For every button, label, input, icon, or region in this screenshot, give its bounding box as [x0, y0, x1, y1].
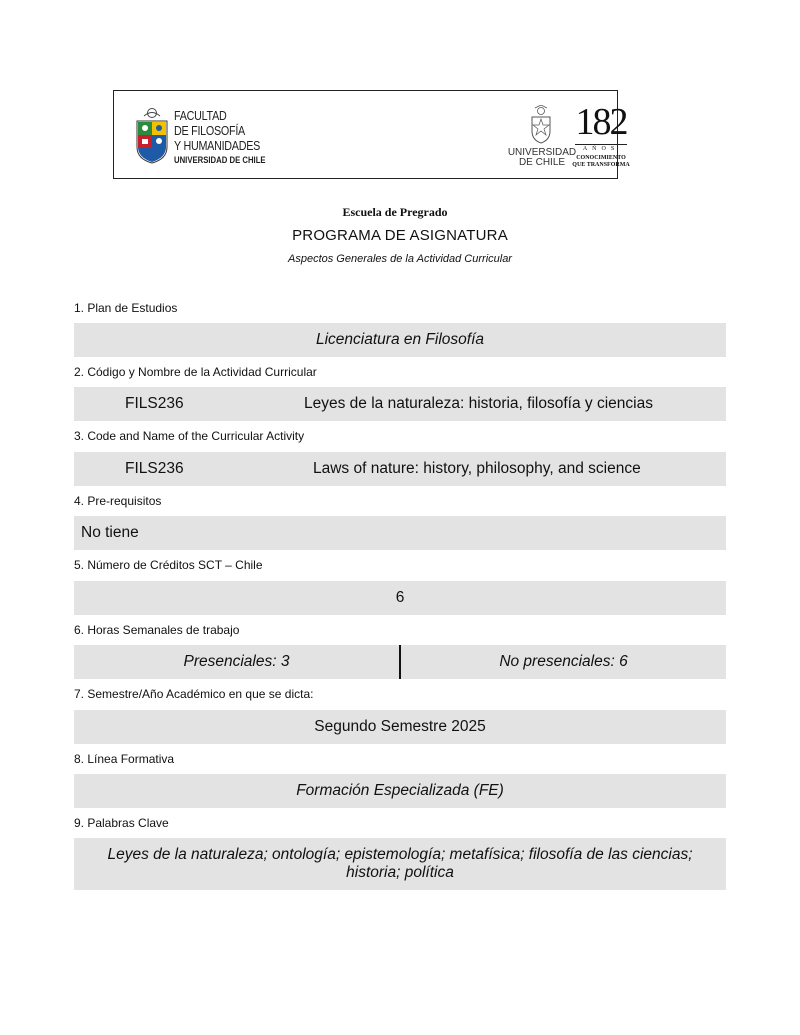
section-label-creditos: 5. Número de Créditos SCT – Chile — [74, 558, 263, 572]
university-name — [505, 148, 579, 168]
course-code-en: FILS236 — [125, 460, 184, 477]
horas-presenciales: Presenciales: 3 — [183, 653, 290, 670]
linea-value: Formación Especializada (FE) — [296, 782, 504, 799]
section-label-codigo: 2. Código y Nombre de la Actividad Curricular — [74, 365, 317, 379]
plan-value-cell — [74, 323, 726, 357]
university-line-1: UNIVERSIDAD — [507, 147, 577, 158]
document-subtitle: Aspectos Generales de la Actividad Curricular — [288, 253, 512, 265]
palabras-line-1: Leyes de la naturaleza; ontología; epistemología; metafísica; filosofía de las ciencias; — [107, 846, 693, 863]
faculty-seal-icon — [134, 107, 170, 165]
section-label-palabras: 9. Palabras Clave — [74, 816, 169, 830]
prereq-cell — [74, 516, 726, 550]
school-name: Escuela de Pregrado — [342, 205, 448, 219]
semestre-value: Segundo Semestre 2025 — [314, 718, 486, 735]
faculty-name — [174, 109, 266, 166]
faculty-line-3: Y HUMANIDADES — [174, 139, 261, 153]
faculty-line-1: FACULTAD — [174, 109, 227, 123]
course-name: Leyes de la naturaleza: historia, filosofía y ciencias — [304, 395, 653, 412]
horas-cell — [74, 645, 726, 679]
anniversary-tagline-1: CONOCIMIENTO — [576, 155, 626, 161]
section-label-prereq: 4. Pre-requisitos — [74, 494, 162, 508]
section-label-code-en: 3. Code and Name of the Curricular Activity — [74, 429, 305, 443]
faculty-university: UNIVERSIDAD DE CHILE — [174, 155, 266, 165]
section-label-semestre: 7. Semestre/Año Académico en que se dicta: — [74, 687, 314, 701]
plan-value: Licenciatura en Filosofía — [315, 331, 484, 348]
university-line-2: DE CHILE — [518, 157, 566, 168]
palabras-cell — [74, 838, 726, 890]
university-crest-icon — [529, 105, 553, 145]
creditos-cell — [74, 581, 726, 615]
linea-cell — [74, 774, 726, 808]
course-code: FILS236 — [125, 395, 184, 412]
document-title: PROGRAMA DE ASIGNATURA — [292, 227, 508, 244]
prereq-value: No tiene — [81, 524, 139, 541]
section-label-linea: 8. Línea Formativa — [74, 752, 175, 766]
faculty-line-2: DE FILOSOFÍA — [174, 124, 245, 138]
section-label-horas: 6. Horas Semanales de trabajo — [74, 623, 240, 637]
code-en-cell — [74, 452, 726, 486]
anniversary-tagline-2: QUE TRANSFORMA — [572, 162, 630, 168]
semestre-cell — [74, 710, 726, 744]
anniversary-logo — [572, 101, 630, 169]
course-name-en: Laws of nature: history, philosophy, and science — [313, 460, 641, 477]
horas-no-presenciales: No presenciales: 6 — [499, 653, 628, 670]
anniversary-tagline — [572, 155, 630, 169]
header-logos — [113, 90, 630, 179]
anniversary-number: 182 — [575, 101, 627, 143]
anniversary-years: AÑOS — [582, 146, 620, 152]
creditos-value: 6 — [395, 589, 405, 606]
palabras-line-2: historia; política — [346, 864, 454, 881]
codigo-cell — [74, 387, 726, 421]
section-label-plan: 1. Plan de Estudios — [74, 301, 178, 315]
